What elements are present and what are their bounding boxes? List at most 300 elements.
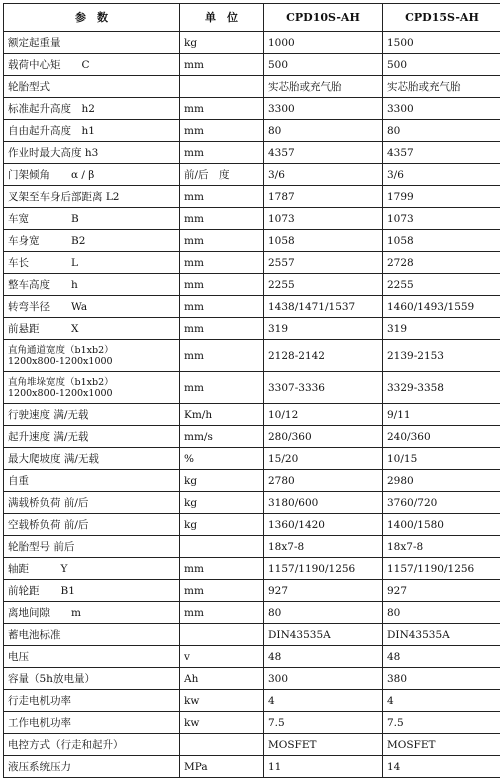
- cell-text: 927: [387, 585, 407, 597]
- header-unit: 单 位: [180, 4, 264, 32]
- cell-text: 1157/1190/1256: [387, 563, 474, 575]
- value-cpd10s-cell: [264, 734, 383, 756]
- param-cell: [4, 318, 180, 340]
- param-cell: [4, 208, 180, 230]
- cell-text: 工作电机功率: [8, 717, 71, 729]
- cell-text: 车身宽 B2: [8, 235, 85, 247]
- table-row: [4, 756, 500, 778]
- unit-cell: [180, 580, 264, 602]
- value-cpd10s-cell: [264, 76, 383, 98]
- unit-cell: [180, 32, 264, 54]
- unit-cell: [180, 558, 264, 580]
- cell-text: 自由起升高度 h1: [8, 125, 95, 137]
- cell-text: %: [184, 453, 194, 465]
- param-cell: [4, 404, 180, 426]
- value-cpd10s-cell: [264, 514, 383, 536]
- table-row: [4, 734, 500, 756]
- unit-cell: [180, 164, 264, 186]
- cell-text: kg: [184, 497, 197, 509]
- cell-text: 10/12: [268, 409, 298, 421]
- cell-text: 自重: [8, 475, 29, 487]
- table-row: [4, 602, 500, 624]
- cell-text: mm: [184, 279, 204, 291]
- value-cpd15s-cell: [383, 624, 500, 646]
- cell-text: 作业时最大高度 h3: [8, 147, 98, 159]
- unit-cell: [180, 186, 264, 208]
- unit-cell: [180, 448, 264, 470]
- param-cell: [4, 252, 180, 274]
- cell-text: 轮胎型式: [8, 81, 50, 93]
- cell-text: 容量（5h放电量）: [8, 673, 95, 685]
- table-row: [4, 296, 500, 318]
- cell-text: Ah: [184, 673, 198, 685]
- value-cpd10s-cell: [264, 54, 383, 76]
- cell-text: 7.5: [268, 717, 285, 729]
- cell-text: 7.5: [387, 717, 404, 729]
- unit-cell: [180, 492, 264, 514]
- param-cell: [4, 274, 180, 296]
- param-cell: [4, 164, 180, 186]
- cell-text: mm: [184, 382, 204, 394]
- cell-text: mm: [184, 213, 204, 225]
- value-cpd15s-cell: [383, 712, 500, 734]
- cell-text: 额定起重量: [8, 37, 61, 49]
- table-row: [4, 252, 500, 274]
- unit-cell: [180, 624, 264, 646]
- table-row: [4, 646, 500, 668]
- cell-text: 280/360: [268, 431, 312, 443]
- param-cell: [4, 98, 180, 120]
- cell-text: 9/11: [387, 409, 411, 421]
- cell-text: 满载桥负荷 前/后: [8, 497, 88, 509]
- cell-text: 2780: [268, 475, 295, 487]
- cell-text: 最大爬坡度 满/无载: [8, 453, 99, 465]
- cell-text: 1438/1471/1537: [268, 301, 355, 313]
- param-cell: [4, 372, 180, 404]
- param-cell: [4, 492, 180, 514]
- table-row: [4, 514, 500, 536]
- cell-text: 实芯胎或充气胎: [268, 81, 342, 93]
- param-cell: [4, 186, 180, 208]
- value-cpd10s-cell: [264, 372, 383, 404]
- cell-text: 蓄电池标准: [8, 629, 61, 641]
- cell-text: 直角通道宽度（b1xb2）: [8, 345, 114, 356]
- unit-cell: [180, 668, 264, 690]
- table-row: [4, 32, 500, 54]
- value-cpd15s-cell: [383, 690, 500, 712]
- cell-text: mm: [184, 323, 204, 335]
- cell-text: 1400/1580: [387, 519, 444, 531]
- unit-cell: [180, 318, 264, 340]
- cell-text: 载荷中心矩 C: [8, 59, 90, 71]
- table-row: [4, 318, 500, 340]
- cell-text: mm: [184, 191, 204, 203]
- unit-cell: [180, 340, 264, 372]
- value-cpd10s-cell: [264, 536, 383, 558]
- cell-text: 319: [387, 323, 407, 335]
- table-row: [4, 274, 500, 296]
- table-row: [4, 712, 500, 734]
- table-row: [4, 404, 500, 426]
- table-row: [4, 120, 500, 142]
- header-model-cpd15s: CPD15S-AH: [383, 4, 500, 32]
- value-cpd15s-cell: [383, 54, 500, 76]
- value-cpd10s-cell: [264, 296, 383, 318]
- cell-text: 15/20: [268, 453, 298, 465]
- table-row: [4, 76, 500, 98]
- value-cpd10s-cell: [264, 624, 383, 646]
- cell-text: kw: [184, 717, 199, 729]
- header-param: 参 数: [4, 4, 180, 32]
- cell-text: MPa: [184, 761, 208, 773]
- param-cell: [4, 470, 180, 492]
- cell-text: 319: [268, 323, 288, 335]
- param-cell: [4, 646, 180, 668]
- cell-text: 叉架至车身后部距离 L2: [8, 191, 120, 203]
- cell-text: MOSFET: [268, 739, 317, 751]
- cell-text: 80: [387, 607, 400, 619]
- unit-cell: [180, 646, 264, 668]
- param-cell: [4, 426, 180, 448]
- value-cpd10s-cell: [264, 274, 383, 296]
- value-cpd15s-cell: [383, 426, 500, 448]
- cell-text: 整车高度 h: [8, 279, 78, 291]
- unit-cell: [180, 372, 264, 404]
- value-cpd15s-cell: [383, 296, 500, 318]
- param-cell: [4, 54, 180, 76]
- cell-text: 14: [387, 761, 400, 773]
- cell-text: 1000: [268, 37, 295, 49]
- table-row: [4, 54, 500, 76]
- cell-text: 80: [268, 607, 281, 619]
- param-cell: [4, 230, 180, 252]
- header-row: [4, 4, 500, 32]
- table-row: [4, 690, 500, 712]
- table-row: [4, 470, 500, 492]
- param-cell: [4, 668, 180, 690]
- value-cpd10s-cell: [264, 120, 383, 142]
- value-cpd10s-cell: [264, 492, 383, 514]
- cell-text: 1073: [268, 213, 295, 225]
- unit-cell: [180, 142, 264, 164]
- cell-text: kw: [184, 695, 199, 707]
- cell-text: mm: [184, 103, 204, 115]
- cell-text: 电压: [8, 651, 29, 663]
- cell-text: 3760/720: [387, 497, 437, 509]
- value-cpd15s-cell: [383, 734, 500, 756]
- param-cell: [4, 602, 180, 624]
- cell-text: 轮胎型号 前后: [8, 541, 74, 553]
- param-cell: [4, 142, 180, 164]
- value-cpd10s-cell: [264, 186, 383, 208]
- value-cpd15s-cell: [383, 230, 500, 252]
- cell-text: 80: [387, 125, 400, 137]
- value-cpd10s-cell: [264, 756, 383, 778]
- cell-text: 2980: [387, 475, 414, 487]
- unit-cell: [180, 734, 264, 756]
- value-cpd10s-cell: [264, 426, 383, 448]
- table-row: [4, 492, 500, 514]
- cell-text: 前悬距 X: [8, 323, 78, 335]
- value-cpd15s-cell: [383, 76, 500, 98]
- cell-text: mm: [184, 607, 204, 619]
- cell-text: 4: [268, 695, 275, 707]
- value-cpd15s-cell: [383, 580, 500, 602]
- cell-text: 500: [268, 59, 288, 71]
- value-cpd10s-cell: [264, 470, 383, 492]
- table-row: [4, 624, 500, 646]
- cell-text: mm: [184, 125, 204, 137]
- header-model-cpd10s: CPD10S-AH: [264, 4, 383, 32]
- value-cpd15s-cell: [383, 186, 500, 208]
- value-cpd15s-cell: [383, 756, 500, 778]
- cell-text: 10/15: [387, 453, 417, 465]
- value-cpd10s-cell: [264, 690, 383, 712]
- cell-text: 4357: [268, 147, 295, 159]
- value-cpd15s-cell: [383, 120, 500, 142]
- cell-subtext: 1200x800-1200x1000: [8, 388, 175, 399]
- cell-text: 3180/600: [268, 497, 318, 509]
- cell-text: 3307-3336: [268, 382, 325, 394]
- param-cell: [4, 734, 180, 756]
- value-cpd15s-cell: [383, 448, 500, 470]
- unit-cell: [180, 230, 264, 252]
- cell-text: 1157/1190/1256: [268, 563, 355, 575]
- table-row: [4, 164, 500, 186]
- cell-text: 1460/1493/1559: [387, 301, 474, 313]
- cell-text: 300: [268, 673, 288, 685]
- cell-text: 2128-2142: [268, 350, 325, 362]
- cell-text: 380: [387, 673, 407, 685]
- cell-text: MOSFET: [387, 739, 436, 751]
- cell-text: Km/h: [184, 409, 212, 421]
- cell-text: 电控方式（行走和起升）: [8, 739, 124, 751]
- cell-text: mm: [184, 301, 204, 313]
- cell-text: mm: [184, 350, 204, 362]
- param-cell: [4, 756, 180, 778]
- cell-text: 48: [387, 651, 400, 663]
- cell-text: mm: [184, 563, 204, 575]
- value-cpd10s-cell: [264, 404, 383, 426]
- cell-text: 门架倾角 α / β: [8, 169, 94, 181]
- unit-cell: [180, 274, 264, 296]
- value-cpd10s-cell: [264, 668, 383, 690]
- param-cell: [4, 448, 180, 470]
- cell-text: 行走电机功率: [8, 695, 71, 707]
- cell-text: 80: [268, 125, 281, 137]
- table-row: [4, 230, 500, 252]
- table-row: [4, 668, 500, 690]
- param-cell: [4, 690, 180, 712]
- value-cpd15s-cell: [383, 274, 500, 296]
- table-row: [4, 98, 500, 120]
- value-cpd10s-cell: [264, 98, 383, 120]
- param-cell: [4, 32, 180, 54]
- cell-text: 2139-2153: [387, 350, 444, 362]
- cell-text: 1500: [387, 37, 414, 49]
- cell-text: 240/360: [387, 431, 431, 443]
- cell-text: 48: [268, 651, 281, 663]
- value-cpd10s-cell: [264, 340, 383, 372]
- value-cpd15s-cell: [383, 404, 500, 426]
- cell-text: 车长 L: [8, 257, 78, 269]
- cell-text: 3/6: [387, 169, 404, 181]
- value-cpd10s-cell: [264, 142, 383, 164]
- cell-text: mm: [184, 147, 204, 159]
- cell-text: mm: [184, 59, 204, 71]
- value-cpd15s-cell: [383, 98, 500, 120]
- cell-text: 11: [268, 761, 281, 773]
- table-row: [4, 536, 500, 558]
- cell-text: DIN43535A: [268, 629, 331, 641]
- value-cpd10s-cell: [264, 558, 383, 580]
- value-cpd10s-cell: [264, 318, 383, 340]
- value-cpd15s-cell: [383, 470, 500, 492]
- cell-text: 前轮距 B1: [8, 585, 75, 597]
- value-cpd15s-cell: [383, 372, 500, 404]
- value-cpd15s-cell: [383, 558, 500, 580]
- unit-cell: [180, 536, 264, 558]
- value-cpd15s-cell: [383, 318, 500, 340]
- unit-cell: [180, 470, 264, 492]
- value-cpd10s-cell: [264, 712, 383, 734]
- param-cell: [4, 514, 180, 536]
- value-cpd15s-cell: [383, 32, 500, 54]
- cell-text: 行驶速度 满/无载: [8, 409, 88, 421]
- table-row: [4, 340, 500, 372]
- cell-text: 离地间隙 m: [8, 607, 81, 619]
- param-cell: [4, 558, 180, 580]
- param-cell: [4, 536, 180, 558]
- table-row: [4, 448, 500, 470]
- cell-text: 1787: [268, 191, 295, 203]
- param-cell: [4, 712, 180, 734]
- cell-text: kg: [184, 475, 197, 487]
- cell-text: mm: [184, 235, 204, 247]
- value-cpd10s-cell: [264, 580, 383, 602]
- unit-cell: [180, 756, 264, 778]
- cell-subtext: 1200x800-1200x1000: [8, 356, 175, 367]
- value-cpd15s-cell: [383, 164, 500, 186]
- value-cpd10s-cell: [264, 208, 383, 230]
- value-cpd15s-cell: [383, 668, 500, 690]
- cell-text: 2728: [387, 257, 414, 269]
- cell-text: 3300: [268, 103, 295, 115]
- unit-cell: [180, 54, 264, 76]
- unit-cell: [180, 76, 264, 98]
- param-cell: [4, 120, 180, 142]
- cell-text: v: [184, 651, 190, 663]
- value-cpd15s-cell: [383, 536, 500, 558]
- table-row: [4, 142, 500, 164]
- value-cpd15s-cell: [383, 252, 500, 274]
- cell-text: 3300: [387, 103, 414, 115]
- cell-text: 标准起升高度 h2: [8, 103, 95, 115]
- cell-text: 1058: [387, 235, 414, 247]
- cell-text: 1058: [268, 235, 295, 247]
- table-row: [4, 426, 500, 448]
- cell-text: 2557: [268, 257, 295, 269]
- cell-text: 车宽 B: [8, 213, 79, 225]
- value-cpd15s-cell: [383, 492, 500, 514]
- value-cpd10s-cell: [264, 164, 383, 186]
- value-cpd10s-cell: [264, 602, 383, 624]
- cell-text: kg: [184, 519, 197, 531]
- value-cpd15s-cell: [383, 142, 500, 164]
- unit-cell: [180, 404, 264, 426]
- unit-cell: [180, 712, 264, 734]
- unit-cell: [180, 98, 264, 120]
- param-cell: [4, 296, 180, 318]
- value-cpd10s-cell: [264, 646, 383, 668]
- unit-cell: [180, 208, 264, 230]
- table-row: [4, 580, 500, 602]
- cell-text: 实芯胎或充气胎: [387, 81, 461, 93]
- cell-text: 起升速度 满/无载: [8, 431, 88, 443]
- table-row: [4, 186, 500, 208]
- param-cell: [4, 340, 180, 372]
- value-cpd10s-cell: [264, 32, 383, 54]
- unit-cell: [180, 120, 264, 142]
- spec-table: [3, 3, 500, 778]
- cell-text: 转弯半径 Wa: [8, 301, 87, 313]
- cell-text: 直角堆垛宽度（b1xb2）: [8, 377, 114, 388]
- value-cpd15s-cell: [383, 208, 500, 230]
- value-cpd10s-cell: [264, 448, 383, 470]
- cell-text: 前/后 度: [184, 169, 230, 181]
- table-row: [4, 372, 500, 404]
- cell-text: DIN43535A: [387, 629, 450, 641]
- table-row: [4, 208, 500, 230]
- cell-text: mm/s: [184, 431, 213, 443]
- value-cpd10s-cell: [264, 252, 383, 274]
- cell-text: 2255: [387, 279, 414, 291]
- cell-text: 液压系统压力: [8, 761, 71, 773]
- cell-text: 空载桥负荷 前/后: [8, 519, 88, 531]
- cell-text: 1799: [387, 191, 414, 203]
- cell-text: 4: [387, 695, 394, 707]
- param-cell: [4, 624, 180, 646]
- unit-cell: [180, 252, 264, 274]
- unit-cell: [180, 426, 264, 448]
- value-cpd10s-cell: [264, 230, 383, 252]
- unit-cell: [180, 602, 264, 624]
- cell-text: 500: [387, 59, 407, 71]
- cell-text: 4357: [387, 147, 414, 159]
- cell-text: 2255: [268, 279, 295, 291]
- unit-cell: [180, 690, 264, 712]
- param-cell: [4, 580, 180, 602]
- cell-text: 3329-3358: [387, 382, 444, 394]
- cell-text: mm: [184, 585, 204, 597]
- table-row: [4, 558, 500, 580]
- cell-text: 927: [268, 585, 288, 597]
- value-cpd15s-cell: [383, 340, 500, 372]
- cell-text: kg: [184, 37, 197, 49]
- value-cpd15s-cell: [383, 646, 500, 668]
- cell-text: 1073: [387, 213, 414, 225]
- cell-text: 18x7-8: [268, 541, 304, 553]
- cell-text: 1360/1420: [268, 519, 325, 531]
- cell-text: 3/6: [268, 169, 285, 181]
- unit-cell: [180, 514, 264, 536]
- unit-cell: [180, 296, 264, 318]
- value-cpd15s-cell: [383, 602, 500, 624]
- cell-text: mm: [184, 257, 204, 269]
- cell-text: 轴距 Y: [8, 563, 67, 575]
- value-cpd15s-cell: [383, 514, 500, 536]
- param-cell: [4, 76, 180, 98]
